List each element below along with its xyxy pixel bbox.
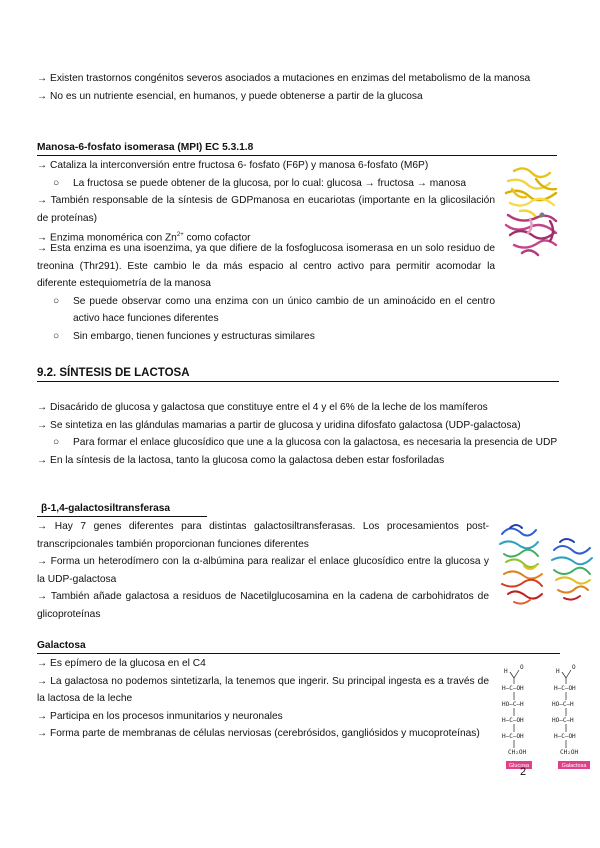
galactosa-bullet-4: → Forma parte de membranas de células nerviosas (cerebrósidos, gangliósidos y mucoproteínas) <box>37 728 480 739</box>
lactosa-section <box>37 365 559 382</box>
mpi-protein-structure-image <box>500 163 566 259</box>
galt-bullet-3: → También añade galactosa a residuos de Nacetilglucosamina en la cadena de carbohidratos de glicoproteínas <box>37 591 489 620</box>
mpi-bullet-2: → También responsable de la síntesis de GDPmanosa en eucariotas (importante en la glicosilación de proteínas) <box>37 195 495 224</box>
intro-line-1: → Existen trastornos congénitos severos asociados a mutaciones en enzimas del metabolismo de la manosa <box>37 73 531 84</box>
mpi-body-2 <box>37 240 495 345</box>
galt-section <box>37 501 207 517</box>
glucose-galactose-fischer-diagram <box>498 664 598 774</box>
galactose-label: Galactosa <box>561 763 587 769</box>
lactosa-bullet-2: → Se sintetiza en las glándulas mamarias a partir de glucosa y uridina difosfato galactosa (UDP-galactosa) <box>37 419 521 431</box>
mpi-bullet-1-sub: ○ La fructosa se puede obtener de la glucosa, por lo cual: glucosa → fructosa → manosa <box>53 177 467 189</box>
galactosa-bullet-3: → Participa en los procesos inmunitarios y neuronales <box>37 710 283 722</box>
galactosa-section <box>37 638 560 654</box>
svg-text:H: H <box>556 668 560 675</box>
mpi-heading: Manosa-6-fosfato isomerasa (MPI) EC 5.3.1.8 <box>37 140 557 156</box>
glucose-label: Glucosa <box>508 763 530 769</box>
lactosa-bullet-3: → En la síntesis de la lactosa, tanto la glucosa como la galactosa deben estar fosforiladas <box>37 454 445 466</box>
svg-text:HO—C—H: HO—C—H <box>502 701 524 708</box>
galt-bullet-2: → Forma un heterodímero con la α-albúmina para realizar el enlace glucosídico entre la glucosa y la UDP-galactosa <box>37 556 489 585</box>
svg-text:CH₂OH: CH₂OH <box>508 749 527 756</box>
mpi-bullet-3: → Enzima monomérica con $Zn^{2+}$ como cofactor <box>37 232 251 244</box>
mpi-bullet-4-sub-1: ○ Se puede observar como una enzima con un único cambio de un aminoácido en el centro activo hace funciones diferentes <box>53 295 495 324</box>
galactosa-heading: Galactosa <box>37 638 560 654</box>
svg-text:HO—C—H: HO—C—H <box>552 701 574 708</box>
galactosa-body <box>37 655 489 743</box>
svg-text:H—C—OH: H—C—OH <box>502 717 524 724</box>
galactosa-bullet-1: → Es epímero de la glucosa en el C4 <box>37 658 206 669</box>
svg-text:O: O <box>520 664 524 671</box>
galt-heading: β-1,4-galactosiltransferasa <box>37 501 207 517</box>
intro-line-2: → No es un nutriente esencial, en humanos, y puede obtenerse a partir de la glucosa <box>37 90 423 102</box>
svg-text:HO—C—H: HO—C—H <box>552 717 574 724</box>
mpi-body <box>37 157 495 247</box>
galt-bullet-1: → Hay 7 genes diferentes para distintas galactosiltransferasas. Los procesamientos post-transcripcionales también proporcionan funciones diferentes <box>37 521 489 550</box>
galt-body <box>37 518 489 623</box>
svg-text:H—C—OH: H—C—OH <box>502 685 524 692</box>
svg-text:O: O <box>572 664 576 671</box>
svg-text:H—C—OH: H—C—OH <box>554 733 576 740</box>
svg-text:H—C—OH: H—C—OH <box>502 733 524 740</box>
svg-text:H: H <box>504 668 508 675</box>
mpi-section <box>37 140 557 156</box>
svg-text:H—C—OH: H—C—OH <box>554 685 576 692</box>
lactosa-body <box>37 399 567 469</box>
svg-text:CH₂OH: CH₂OH <box>560 749 579 756</box>
mpi-bullet-4: → Esta enzima es una isoenzima, ya que difiere de la fosfoglucosa isomerasa en un solo residuo de treonina (Thr291). Este cambio le da más espacio al centro activo para permitir acomodar la diferente estequiometría de la manosa <box>37 243 495 289</box>
lactosa-bullet-1: → Disacárido de glucosa y galactosa que constituye entre el 4 y el 6% de la leche de los mamíferos <box>37 402 488 413</box>
mpi-bullet-4-sub-2: ○ Sin embargo, tienen funciones y estructuras similares <box>53 330 315 342</box>
galactosa-bullet-2: → La galactosa no podemos sintetizarla, la tenemos que ingerir. Su principal ingesta es a través de la lactosa de la leche <box>37 675 489 704</box>
lactosa-heading: 9.2. SÍNTESIS DE LACTOSA <box>37 365 559 382</box>
mpi-bullet-1: → Cataliza la interconversión entre fructosa 6- fosfato (F6P) y manosa 6-fosfato (M6P) <box>37 160 429 171</box>
lactosa-bullet-2-sub: ○ Para formar el enlace glucosídico que une a la glucosa con la galactosa, es necesaria la presencia de UDP <box>53 437 558 448</box>
intro-block <box>37 70 567 105</box>
page-number: 2 <box>520 766 527 778</box>
galactosyltransferase-protein-image <box>494 514 598 610</box>
